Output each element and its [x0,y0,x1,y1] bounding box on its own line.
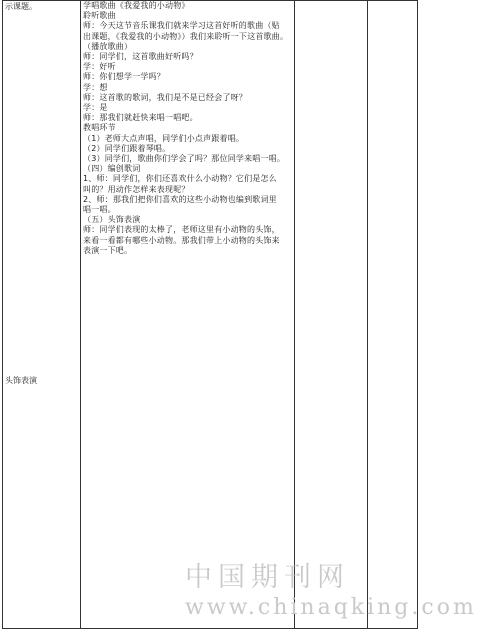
content-lines [81,1,294,256]
lesson-plan-table [2,0,418,629]
content-line: 叫的？用动作怎样来表现呢？ [83,184,190,194]
content-line: （四）编创歌词 [83,164,141,174]
content-line: 学唱歌曲《我爱我的小动物》 [83,1,190,10]
content-line: 表演一下吧。 [83,245,133,255]
content-line: 学：想 [83,82,108,92]
table-row [3,1,418,629]
content-line: （2）同学们跟着琴唱。 [83,143,171,153]
content-line: 唱一唱。 [83,205,116,215]
content-line: （播放歌曲） [83,41,133,51]
step-label-show-topic: 示课题。 [5,2,37,11]
content-line: 师：同学们表现的太棒了，老师这里有小动物的头饰， [83,225,280,235]
content-line: 来看一看都有哪些小动物。那我们带上小动物的头饰来 [83,235,280,245]
empty-cell [295,1,368,629]
content-line: 学：好听 [83,62,116,72]
content-line: 师：那我们就赶快来唱一唱吧。 [83,113,198,123]
content-line: 学：是 [83,103,108,113]
watermark-text-en: www.chinaqking.com [185,595,477,620]
content-line: （五）头饰表演 [83,215,141,225]
empty-cell [368,1,418,629]
content-line: 教唱环节 [83,123,116,133]
content-line: （3）同学们，歌曲你们学会了吗？那位同学来唱一唱。 [83,154,286,164]
watermark-text-cn: 中国期刊网 [185,562,350,593]
content-cell [81,1,295,629]
content-line: 师：这首歌的歌词，我们是不是已经会了呀？ [83,92,247,102]
content-line: 师：今天这节音乐课我们就来学习这首好听的歌曲（贴 [83,21,280,31]
content-line: 出课题，《我爱我的小动物》）我们来聆听一下这首歌曲。 [83,31,289,41]
content-line: （1）老师大点声唱，同学们小点声跟着唱。 [83,133,245,143]
left-cell [3,1,81,629]
content-line: 师：同学们，这首歌曲好听吗？ [83,52,198,62]
content-line: 1、师：同学们，你们还喜欢什么小动物？它们是怎么 [83,174,277,184]
step-label-headwear-performance: 头饰表演 [5,376,37,385]
content-line: 聆听歌曲 [83,11,116,21]
content-line: 2、师：那我们把你们喜欢的这些小动物也编到歌词里 [83,194,277,204]
content-line: 师：你们想学一学吗？ [83,72,165,82]
